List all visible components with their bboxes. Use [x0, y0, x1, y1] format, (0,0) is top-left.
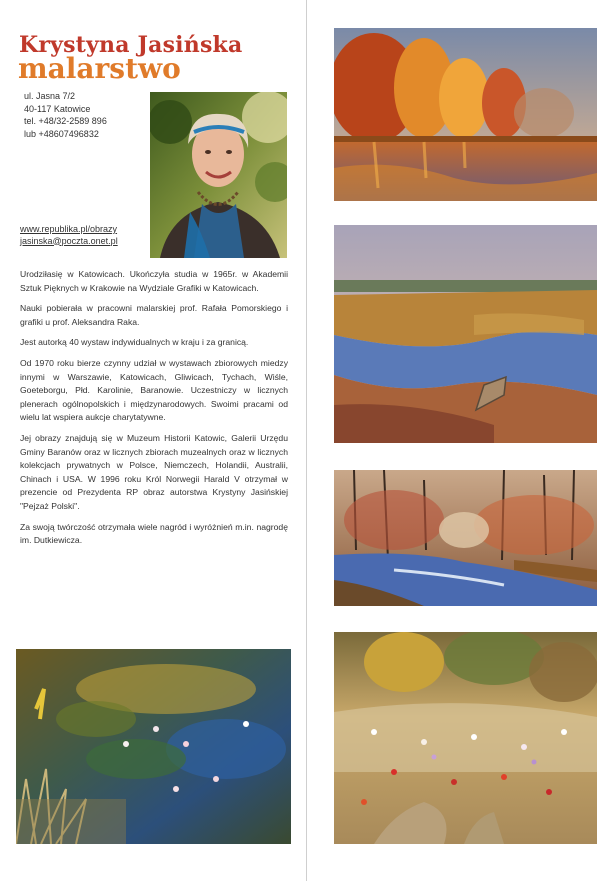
contact-block	[24, 90, 107, 140]
page-subtitle: malarstwo	[18, 52, 181, 85]
email-link[interactable]: jasinska@poczta.onet.pl	[20, 235, 118, 246]
bio-paragraph-4: Od 1970 roku bierze czynny udział w wystawach zbiorowych miedzy innymi w Warszawie, Katowicach, Gliwicach, Tychach, Wiśle, Goeteborgu, Płd. Karolinie, Baranowie. Uczestniczy w licznych plenerach ogólnopolskich i międzynarodowych. Swoimi pracami od wielu lat wspiera aukcje charytatywne.	[20, 357, 288, 423]
links-block	[20, 224, 118, 247]
painting-water-lilies	[16, 649, 291, 844]
painting-flower-meadow	[334, 632, 597, 844]
bio-paragraph-6: Za swoją twórczość otrzymała wiele nagród i wyróżnień m.in. nagrodę im. Dutkiewicza.	[20, 521, 288, 546]
artist-portrait	[150, 92, 287, 258]
contact-mobile: lub +48607496832	[24, 128, 99, 139]
contact-tel: tel. +48/32-2589 896	[24, 116, 107, 126]
bio-paragraph-5: Jej obrazy znajdują się w Muzeum Historii Katowic, Galerii Urzędu Gminy Baranów oraz w licznych zbiorach muzealnych oraz w licznych kolekcjach prywatnych w Polsce, Niemczech, Holandii, Australii, Chinach i USA. W 1996 roku Król Norwegii Harald V otrzymał w prezencie od Prezydenta RP obraz autorstwa Krystyny Jasińskiej "Pejzaż Polski".	[20, 432, 288, 511]
biography	[20, 268, 288, 555]
bio-paragraph-1: Urodziłasię w Katowicach. Ukończyła studia w 1965r. w Akademii Sztuk Pięknych w Krakowie na Wydziale Grafiki w Katowicach.	[20, 269, 288, 293]
bio-paragraph-2: Nauki pobierała w pracowni malarskiej prof. Rafała Pomorskiego i grafiki u prof. Aleksandra Raka.	[20, 303, 288, 327]
artist-name: Krystyna Jasińska	[19, 32, 243, 58]
painting-autumn-lake	[334, 28, 597, 201]
painting-forest-stream	[334, 470, 597, 606]
painting-marsh-boat	[334, 225, 597, 443]
contact-city: 40-117 Katowice	[24, 103, 91, 114]
website-link[interactable]: www.republika.pl/obrazy	[20, 224, 118, 234]
contact-street: ul. Jasna 7/2	[24, 91, 76, 101]
bio-paragraph-3: Jest autorką 40 wystaw indywidualnych w kraju i za granicą.	[20, 337, 249, 348]
